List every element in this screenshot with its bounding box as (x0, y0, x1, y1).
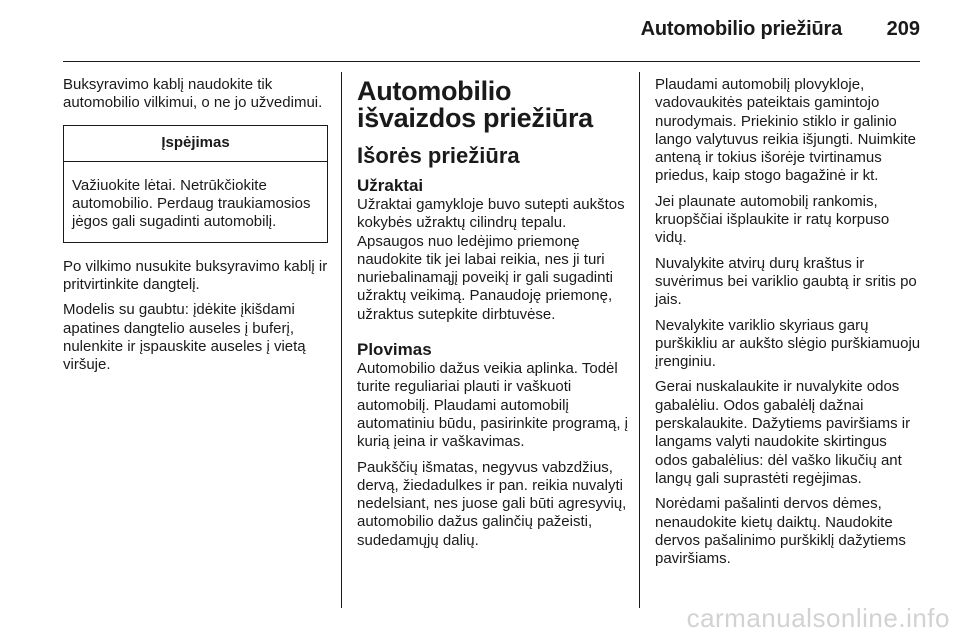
warning-body: Važiuokite lėtai. Netrūkčiokite automobilio. Perdaug traukiamosios jėgos gali sugadinti automobilį. (72, 176, 311, 231)
rinse-paragraph: Gerai nuskalaukite ir nuvalykite odos gabalėliu. Odos gabalėlį dažnai perskalaukite. Dažytiems paviršiams ir langams valyti naudokite skirtingus odos gabalėlius: dėl vaško likučių ant langų gali suprastėti regėjimas. (655, 378, 911, 487)
column-2 (357, 76, 629, 557)
handwash-paragraph: Jei plaunate automobilį rankomis, kruopščiai išplaukite ir ratų korpuso vidų. (655, 192, 890, 247)
washing-paragraph-1: Automobilio dažus veikia aplinka. Todėl turite reguliariai plauti ir vaškuoti automobilį. Plaudami automobilį automatiniu būdu, pasirinkite programą, į kurią įeina ir vaškavimas. (357, 360, 628, 451)
warning-box (63, 125, 328, 243)
page-number: 209 (886, 18, 920, 40)
locks-heading: Užraktai (357, 176, 424, 195)
carwash-paragraph: Plaudami automobilį plovykloje, vadovaukitės pateiktais gamintojo nurodymais. Priekinio stiklo ir galinio lango valytuvus reikia išjungti. Nuimkite anteną ir tokius išorėje tvirtinamus priedus, kaip stogo bagažinė ir kt. (655, 76, 916, 185)
washing-heading: Plovimas (357, 340, 432, 360)
washing-paragraph-2: Paukščių išmatas, negyvus vabzdžius, dervą, žiedadulkes ir pan. reikia nuvalyti nedelsiant, nes juose gali būti agresyvių, automobilio dažus galinčių pažeisti, sudedamųjų dalių. (357, 458, 627, 549)
locks-paragraph: Užraktai gamykloje buvo sutepti aukštos kokybės užraktų cilindrų tepalu. Apsaugos nuo ledėjimo priemonę naudokite tik jei labai reikia, nes ji turi nuriebalinamąjį poveikį ir gali sugadinti užraktų veikimą. Panaudoję priemonę, užraktus sutepkite dirbtuvėse. (357, 196, 625, 323)
page-title: Automobilio priežiūra (640, 18, 842, 40)
watermark: carmanualsonline.info (686, 603, 950, 633)
subsection-heading: Išorės priežiūra (357, 143, 520, 168)
section-heading: Automobilio išvaizdos priežiūra (357, 76, 593, 133)
door-edges-paragraph: Nuvalykite atvirų durų kraštus ir suvėrimus bei variklio gaubtą ir sritis po jais. (655, 254, 917, 309)
warning-title: Įspėjimas (64, 126, 327, 162)
column-divider-2 (639, 72, 640, 608)
column-3 (655, 76, 923, 575)
engine-bay-paragraph: Nevalykite variklio skyriaus garų purškikliu ar aukšto slėgio purškiamuoju įrenginiu. (655, 316, 921, 371)
header-rule (63, 61, 920, 62)
resin-paragraph: Norėdami pašalinti dervos dėmes, nenaudokite kietų daiktų. Naudokite dervos pašalinimo purškiklį dažytiems paviršiams. (655, 495, 906, 568)
paragraph-cover-model: Modelis su gaubtu: įdėkite įkišdami apatines dangtelio auseles į buferį, nulenkite ir įspauskite auseles į vietą viršuje. (63, 301, 306, 374)
paragraph-after-towing: Po vilkimo nusukite buksyravimo kablį ir pritvirtinkite dangtelį. (63, 257, 328, 294)
column-1 (63, 76, 328, 382)
page-header (0, 0, 960, 62)
column-divider-1 (341, 72, 342, 608)
intro-paragraph: Buksyravimo kablį naudokite tik automobilio vilkimui, o ne jo užvedimui. (63, 76, 323, 112)
